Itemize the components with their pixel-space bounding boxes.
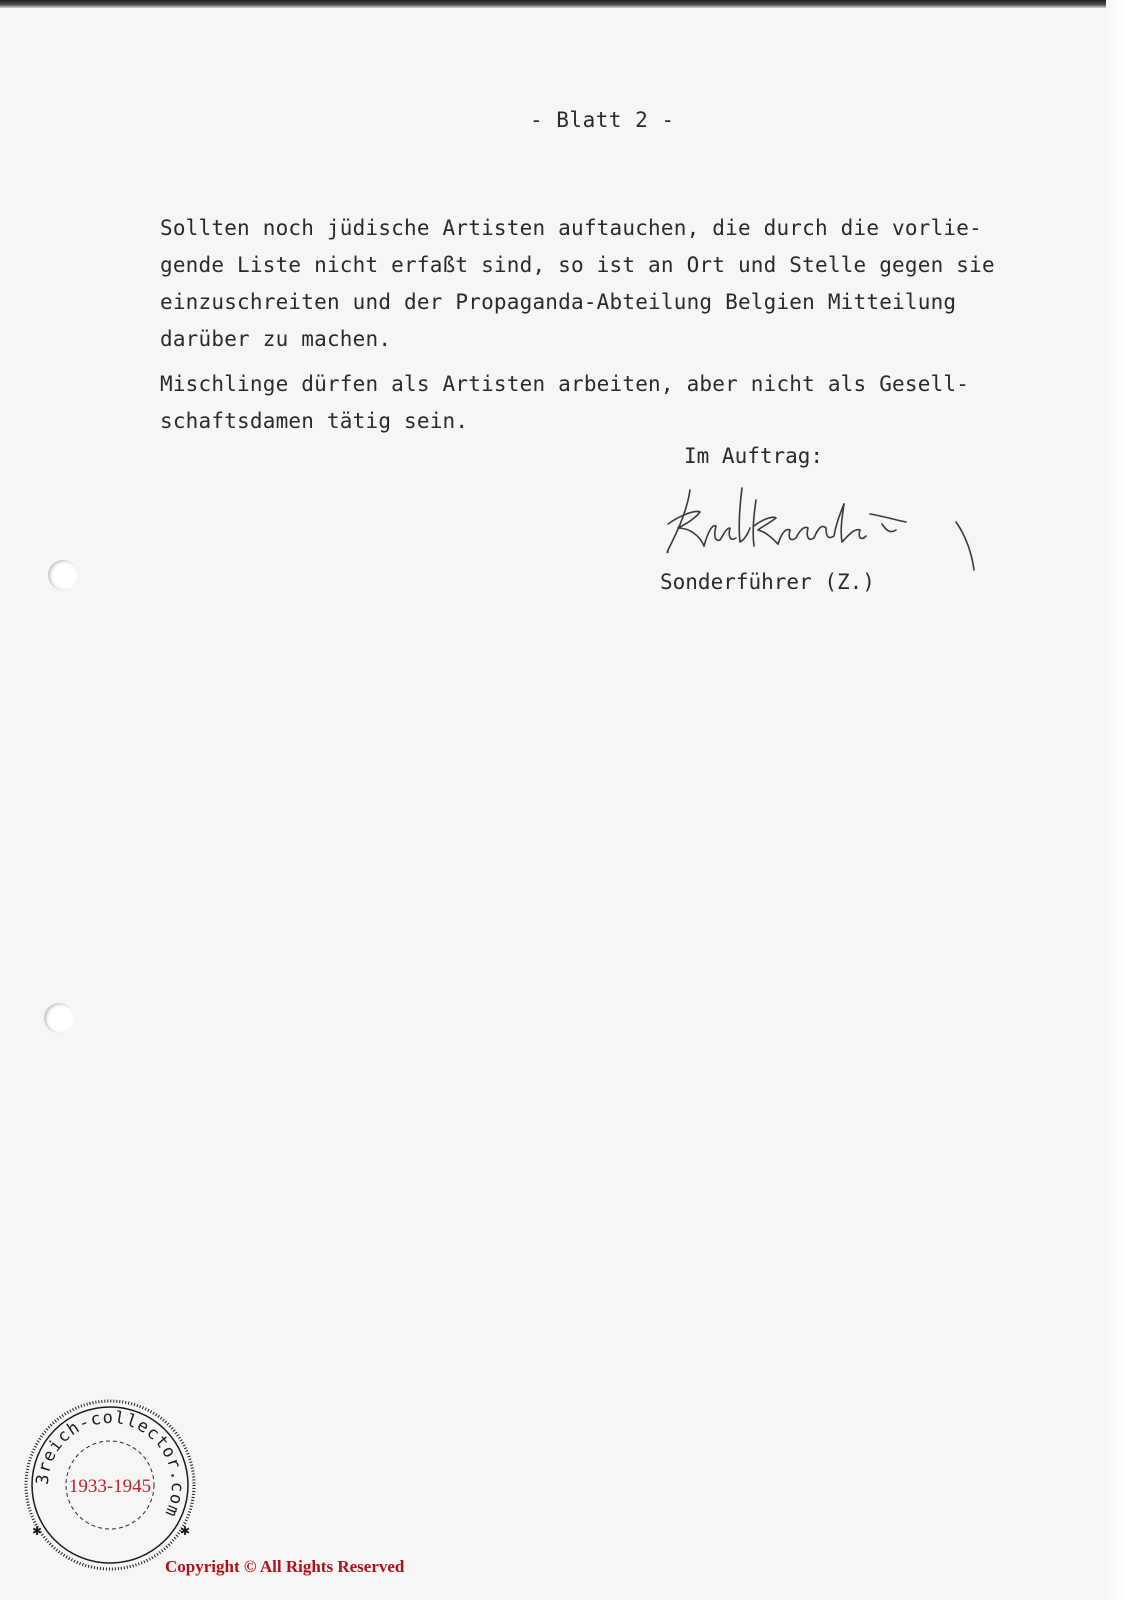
text-line: Mischlinge dürfen als Artisten arbeiten, aber nicht als Gesell- bbox=[160, 372, 970, 396]
text-line: einzuschreiten und der Propaganda-Abteilung Belgien Mitteilung bbox=[160, 290, 957, 314]
svg-text:✱: ✱ bbox=[32, 1524, 43, 1538]
punch-hole-upper bbox=[48, 560, 78, 590]
collector-watermark-stamp bbox=[20, 1395, 200, 1575]
copyright-notice: Copyright © All Rights Reserved bbox=[165, 1557, 405, 1576]
scan-top-edge bbox=[0, 0, 1128, 8]
text-line: darüber zu machen. bbox=[160, 327, 392, 351]
signer-title: Sonderführer (Z.) bbox=[660, 570, 875, 594]
paragraph-2 bbox=[160, 366, 1070, 440]
punch-hole-lower bbox=[44, 1003, 74, 1033]
text-line: gende Liste nicht erfaßt sind, so ist an Ort und Stelle gegen sie bbox=[160, 253, 995, 277]
scan-right-edge bbox=[1106, 0, 1128, 1600]
letter-body bbox=[160, 210, 1070, 448]
stamp-ring-text: 3reich-collector.com bbox=[32, 1407, 188, 1521]
svg-text:✱: ✱ bbox=[180, 1524, 191, 1538]
paragraph-1 bbox=[160, 210, 1070, 358]
page-number: - Blatt 2 - bbox=[530, 108, 675, 132]
text-line: Sollten noch jüdische Artisten auftauchen, die durch die vorlie- bbox=[160, 216, 982, 240]
text-line: schaftsdamen tätig sein. bbox=[160, 409, 469, 433]
svg-text:3reich-collector.com bbox=[33, 1408, 187, 1520]
closing-line: Im Auftrag: bbox=[684, 444, 824, 468]
stamp-years: 1933-1945 bbox=[68, 1476, 152, 1497]
